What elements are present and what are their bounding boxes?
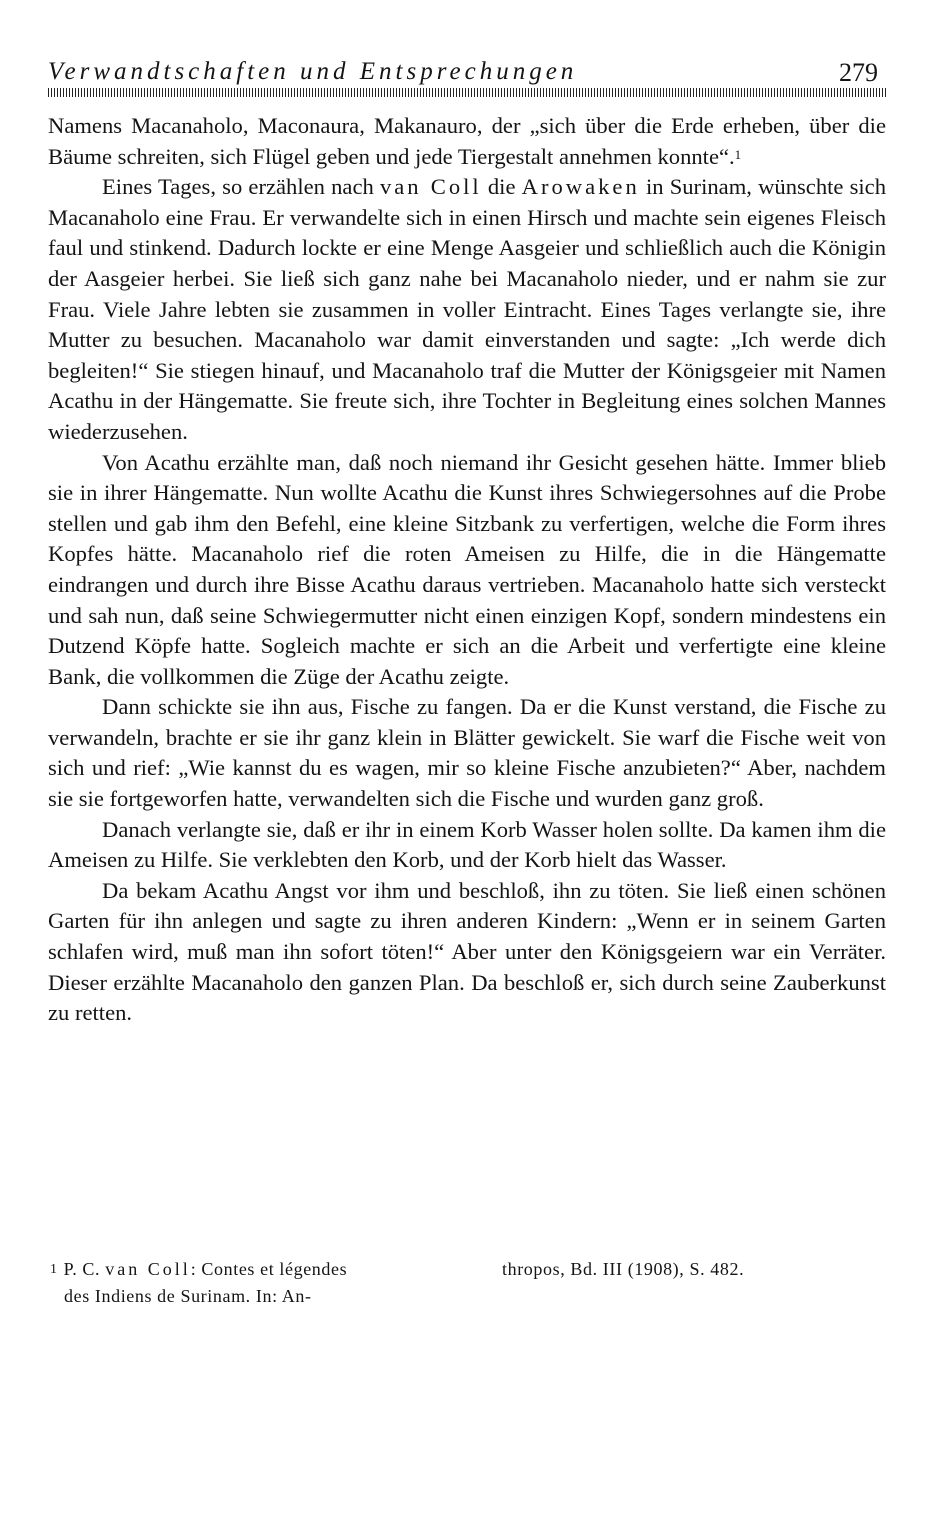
author-name-van-coll: van Coll: [379, 174, 482, 200]
running-title: Verwandtschaften und Entsprechungen: [48, 58, 578, 85]
paragraph-4: Dann schickte sie ihn aus, Fische zu fangen. Da er die Kunst verstand, die Fische zu verwandeln, brachte er sie ihr ganz klein in Blätter gewickelt. Sie warf die Fische weit von sich und rief: „Wie kannst du es wagen, mir so kleine Fische anzubieten?“ Aber, nachdem sie sie fortgeworfen hatte, verwandelten sich die Fische und wurden ganz groß.: [48, 694, 886, 812]
book-page: [48, 56, 886, 1306]
body-text: [48, 111, 886, 1029]
paragraph-3: Von Acathu erzählte man, daß noch niemand ihr Gesicht gesehen hätte. Immer blieb sie in ihrer Hängematte. Nun wollte Acathu die Kunst ihres Schwiegersohnes auf die Probe stellen und gab ihm den Befehl, eine kleine Sitzbank zu verfertigen, welche die Form ihres Kopfes hätte. Macanaholo rief die roten Ameisen zu Hilfe, die in die Hängematte eindrangen und durch ihre Bisse Acathu daraus vertrieben. Macanaholo hatte sich versteckt und sah nun, daß seine Schwiegermutter nicht einen einzigen Kopf, sondern mindestens ein Dutzend Köpfe hatte. Sogleich machte er sich an die Arbeit und verfertigte eine kleine Bank, die vollkommen die Züge der Acathu zeigte.: [48, 449, 886, 689]
footnote-reference: 1: [734, 146, 742, 162]
footnote-column-2: thropos, Bd. III (1908), S. 482.: [502, 1259, 745, 1279]
page-number: 279: [839, 58, 878, 87]
paragraph-2-text-a: Eines Tages, so erzählen nach: [102, 174, 380, 200]
paragraph-1-text: Namens Macanaholo, Maconaura, Makanauro, der „sich über die Erde erheben, über die Bäume schreiten, sich Flügel geben und jede Tiergestalt annehmen konnte“.: [48, 113, 886, 169]
footnote-initials: P. C.: [63, 1259, 106, 1279]
paragraph-2-text-b: die: [481, 174, 522, 200]
footnote-title: : Contes et légendes: [190, 1259, 348, 1279]
footnote-marker: 1: [50, 1262, 58, 1277]
paragraph-2: [48, 172, 886, 447]
footnote-column-1: [50, 1256, 460, 1310]
footnote-author: van Coll: [105, 1259, 191, 1279]
people-name-arowaken: Arowaken: [521, 174, 640, 200]
paragraph-2-text-c: in Surinam, wünschte sich Macanaholo eine Frau. Er verwandelte sich in einen Hirsch und machte sein eigenes Fleisch faul und stinkend. Dadurch lockte er eine Menge Aasgeier und schließlich auch die Königin der Aasgeier herbei. Sie ließ sich ganz nahe bei Macanaholo nieder, und er nahm sie zur Frau. Viele Jahre lebten sie zusammen in voller Eintracht. Eines Tages verlangte sie, ihre Mutter zu besuchen. Macanaholo war damit einverstanden und sagte: „Ich werde dich begleiten!“ Sie stiegen hinauf, und Macanaholo traf die Mutter der Königsgeier mit Namen Acathu in der Hängematte. Sie freute sich, ihre Tochter in Begleitung eines solchen Mannes wiederzusehen.: [48, 174, 886, 444]
footnote-line-2: des Indiens de Surinam. In: An-: [64, 1286, 312, 1306]
page-header: [48, 56, 886, 90]
paragraph-5: Danach verlangte sie, daß er ihr in einem Korb Wasser holen sollte. Da kamen ihm die Ameisen zu Hilfe. Sie verklebten den Korb, und der Korb hielt das Wasser.: [48, 816, 886, 873]
paragraph-6: Da bekam Acathu Angst vor ihm und beschloß, ihn zu töten. Sie ließ einen schönen Garten für ihn anlegen und sagte zu ihren anderen Kindern: „Wenn er in seinem Garten schlafen wird, muß man ihn sofort töten!“ Aber unter den Königsgeiern war ein Verräter. Dieser erzählte Macanaholo den ganzen Plan. Da beschloß er, sich durch seine Zauberkunst zu retten.: [48, 877, 886, 1026]
paragraph-1: [48, 111, 886, 172]
